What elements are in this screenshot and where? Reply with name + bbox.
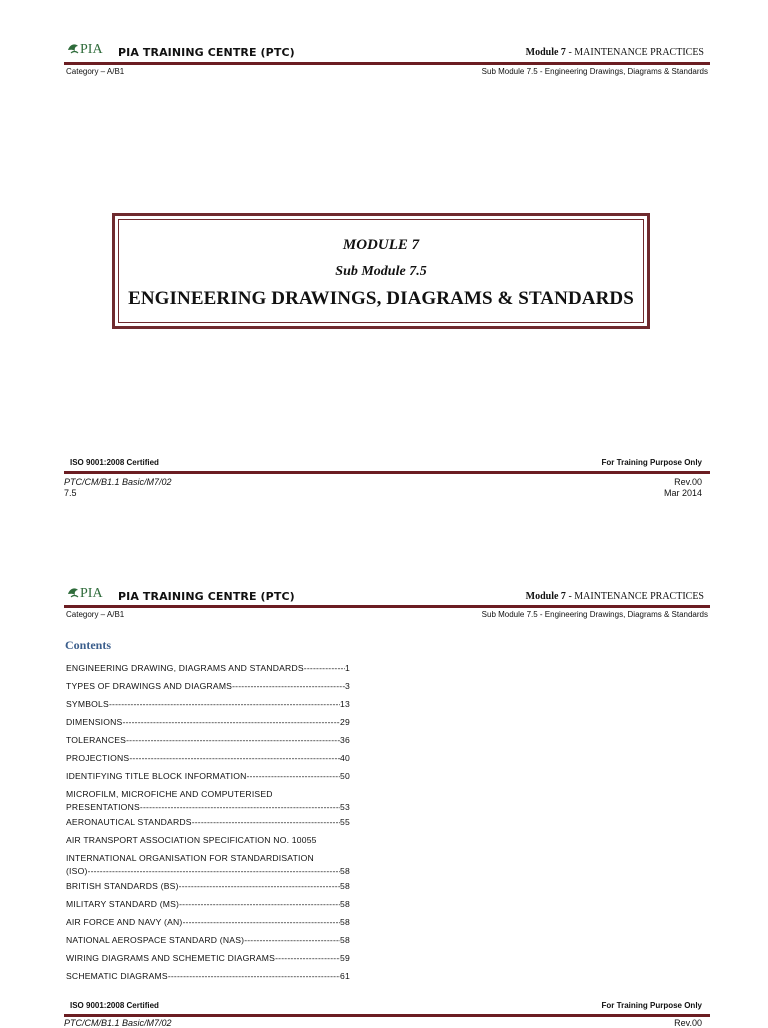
sub-module-label: Sub Module 7.5 - Engineering Drawings, Diagrams & Standards bbox=[481, 610, 708, 619]
table-of-contents bbox=[66, 662, 350, 988]
toc-entry-label-line1: INTERNATIONAL ORGANISATION FOR STANDARDISATION bbox=[66, 853, 314, 863]
toc-entry-label: AIR TRANSPORT ASSOCIATION SPECIFICATION NO. 100 bbox=[66, 835, 307, 845]
toc-entry[interactable] bbox=[66, 816, 350, 834]
toc-entry-label: BRITISH STANDARDS (BS) bbox=[66, 881, 179, 891]
toc-entry[interactable] bbox=[66, 698, 350, 716]
document-code: PTC/CM/B1.1 Basic/M7/02 bbox=[64, 1018, 172, 1028]
toc-leader bbox=[109, 698, 340, 716]
toc-entry-label: PROJECTIONS bbox=[66, 753, 130, 763]
toc-entry-label: DIMENSIONS bbox=[66, 717, 123, 727]
iso-certification: ISO 9001:2008 Certified bbox=[70, 1001, 159, 1010]
toc-leader bbox=[168, 970, 340, 988]
toc-entry-page: 58 bbox=[340, 935, 350, 945]
toc-entry-label: TOLERANCES bbox=[66, 735, 127, 745]
toc-leader bbox=[275, 952, 340, 970]
revision: Rev.00 bbox=[674, 1018, 702, 1028]
toc-leader bbox=[192, 816, 340, 834]
toc-entry[interactable] bbox=[66, 952, 350, 970]
module-label bbox=[526, 591, 704, 602]
toc-entry-page: 55 bbox=[306, 835, 317, 845]
training-notice: For Training Purpose Only bbox=[601, 1001, 702, 1010]
toc-entry-label: AERONAUTICAL STANDARDS bbox=[66, 817, 192, 827]
title-sub-module: Sub Module 7.5 bbox=[335, 264, 427, 279]
toc-entry-page: 3 bbox=[345, 681, 350, 691]
toc-entry[interactable] bbox=[66, 834, 350, 852]
toc-entry-label: SYMBOLS bbox=[66, 699, 109, 709]
footer-rule bbox=[64, 1014, 710, 1017]
toc-entry[interactable] bbox=[66, 716, 350, 734]
toc-entry-label: MILITARY STANDARD (MS) bbox=[66, 899, 180, 909]
toc-entry[interactable] bbox=[66, 916, 350, 934]
toc-entry[interactable] bbox=[66, 680, 350, 698]
toc-leader bbox=[232, 680, 345, 698]
module-title: - MAINTENANCE PRACTICES bbox=[565, 591, 704, 602]
toc-entry-label-line1: MICROFILM, MICROFICHE AND COMPUTERISED bbox=[66, 789, 273, 799]
document-title: ENGINEERING DRAWINGS, DIAGRAMS & STANDARDS bbox=[128, 288, 634, 309]
category-label: Category – A/B1 bbox=[66, 610, 125, 619]
module-title: - MAINTENANCE PRACTICES bbox=[565, 47, 704, 58]
toc-entry-label: (ISO) bbox=[66, 866, 88, 876]
toc-entry[interactable] bbox=[66, 898, 350, 916]
toc-entry-page: 50 bbox=[340, 771, 350, 781]
header-rule bbox=[64, 62, 710, 65]
title-box-inner-border bbox=[118, 219, 644, 323]
toc-entry-page: 1 bbox=[345, 663, 350, 673]
pia-logo bbox=[66, 40, 116, 58]
toc-leader bbox=[179, 880, 340, 898]
logo-text: PIA bbox=[80, 42, 103, 57]
contents-heading: Contents bbox=[65, 638, 112, 652]
toc-leader bbox=[179, 898, 340, 916]
toc-entry-label: TYPES OF DRAWINGS AND DIAGRAMS bbox=[66, 681, 233, 691]
revision: Rev.00 bbox=[674, 477, 702, 487]
module-number: Module 7 bbox=[525, 47, 566, 58]
centre-name: PIA TRAINING CENTRE (PTC) bbox=[118, 590, 295, 603]
document-code: PTC/CM/B1.1 Basic/M7/02 bbox=[64, 477, 172, 487]
toc-entry[interactable] bbox=[66, 788, 350, 816]
toc-leader bbox=[122, 716, 340, 734]
revision-date: Mar 2014 bbox=[663, 488, 702, 498]
logo-text: PIA bbox=[80, 586, 103, 601]
toc-entry-page: 40 bbox=[340, 753, 350, 763]
sub-module-label: Sub Module 7.5 - Engineering Drawings, Diagrams & Standards bbox=[481, 67, 708, 76]
pia-logo bbox=[66, 584, 116, 602]
toc-entry[interactable] bbox=[66, 934, 350, 952]
toc-entry-page: 53 bbox=[340, 802, 350, 812]
toc-entry-label: PRESENTATIONS bbox=[66, 802, 140, 812]
category-label: Category – A/B1 bbox=[66, 67, 125, 76]
toc-entry-label: ENGINEERING DRAWING, DIAGRAMS AND STANDARDS bbox=[66, 663, 304, 673]
centre-name: PIA TRAINING CENTRE (PTC) bbox=[118, 46, 295, 59]
toc-entry-page: 13 bbox=[340, 699, 350, 709]
toc-entry-label: IDENTIFYING TITLE BLOCK INFORMATION bbox=[66, 771, 247, 781]
header-rule bbox=[64, 605, 710, 608]
toc-entry[interactable] bbox=[66, 852, 350, 880]
toc-entry-page: 58 bbox=[340, 866, 350, 876]
toc-leader bbox=[88, 865, 341, 878]
toc-entry[interactable] bbox=[66, 752, 350, 770]
toc-entry-label: WIRING DIAGRAMS AND SCHEMETIC DIAGRAMS bbox=[66, 953, 276, 963]
toc-leader bbox=[246, 770, 340, 788]
toc-entry[interactable] bbox=[66, 734, 350, 752]
toc-entry[interactable] bbox=[66, 970, 350, 988]
toc-entry-label: SCHEMATIC DIAGRAMS bbox=[66, 971, 168, 981]
training-notice: For Training Purpose Only bbox=[601, 458, 702, 467]
toc-entry[interactable] bbox=[66, 880, 350, 898]
toc-leader bbox=[304, 662, 345, 680]
toc-leader bbox=[183, 916, 341, 934]
toc-leader bbox=[129, 752, 340, 770]
toc-entry-page: 61 bbox=[340, 971, 350, 981]
toc-entry-label: AIR FORCE AND NAVY (AN) bbox=[66, 917, 183, 927]
toc-entry-label: NATIONAL AEROSPACE STANDARD (NAS) bbox=[66, 935, 245, 945]
toc-entry-page: 58 bbox=[340, 899, 350, 909]
document-section: 7.5 bbox=[64, 488, 77, 498]
iso-certification: ISO 9001:2008 Certified bbox=[70, 458, 159, 467]
title-module: MODULE 7 bbox=[342, 237, 420, 253]
toc-entry-page: 58 bbox=[340, 917, 350, 927]
toc-entry-page: 55 bbox=[340, 817, 350, 827]
module-number: Module 7 bbox=[525, 591, 566, 602]
toc-entry-page: 29 bbox=[340, 717, 350, 727]
toc-entry-page: 58 bbox=[340, 881, 350, 891]
toc-leader bbox=[140, 801, 340, 814]
title-box bbox=[112, 213, 650, 329]
toc-leader bbox=[244, 934, 340, 952]
module-label bbox=[526, 47, 704, 58]
toc-entry[interactable] bbox=[66, 662, 350, 680]
toc-entry[interactable] bbox=[66, 770, 350, 788]
footer-rule bbox=[64, 471, 710, 474]
toc-entry-page: 59 bbox=[340, 953, 350, 963]
toc-entry-page: 36 bbox=[340, 735, 350, 745]
toc-leader bbox=[126, 734, 340, 752]
